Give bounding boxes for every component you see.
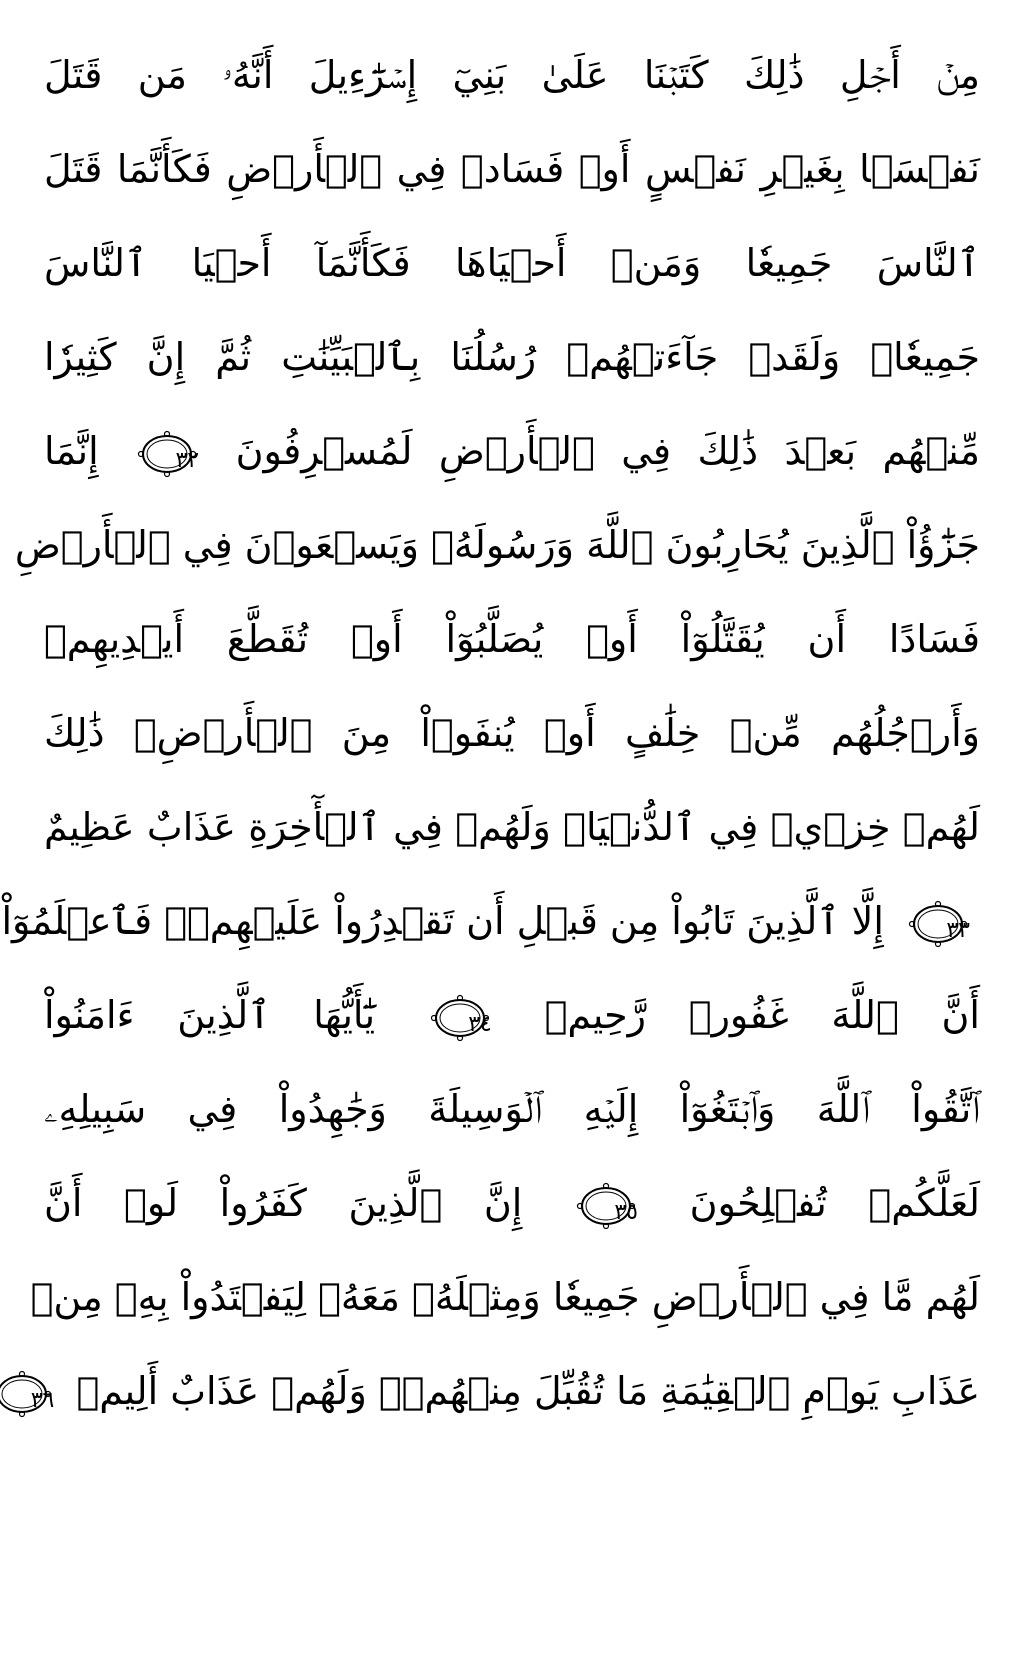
verse-text: نَفۡسَۢا بِغَيۡرِ نَفۡسٍ أَوۡ فَسَادٖ فِي ٱلۡأَرۡضِ فَكَأَنَّمَا قَتَلَ [44,147,980,191]
verse-line [44,1156,980,1250]
ayah-end-marker [135,430,199,478]
verse-text: أَنَّ ٱللَّهَ غَفُورٞ رَّحِيمٞ [544,993,980,1037]
ayah-number: ٣٢ [175,447,200,473]
verse-text: لَعَلَّكُمۡ تُفۡلِحُونَ [689,1181,980,1225]
verse-text: إِلَّا ٱلَّذِينَ تَابُواْ مِن قَبۡلِ أَن تَقۡدِرُواْ عَلَيۡهِمۡۖ فَٱعۡلَمُوٓاْ [1,899,884,943]
verse-text: عَذَابِ يَوۡمِ ٱلۡقِيَٰمَةِ مَا تُقُبِّلَ مِنۡهُمۡۖ وَلَهُمۡ عَذَابٌ أَلِيمٞ [76,1369,980,1413]
verse-line [44,310,980,404]
verse-line [44,1062,980,1156]
ayah-end-marker [906,900,970,948]
verse-line [44,122,980,216]
verse-text: إِنَّ ٱلَّذِينَ كَفَرُواْ لَوۡ أَنَّ [44,1181,523,1225]
ayah-end-marker [574,1182,638,1230]
verse-text: مِّنۡهُم بَعۡدَ ذَٰلِكَ فِي ٱلۡأَرۡضِ لَمُسۡرِفُونَ [235,429,980,473]
verse-line [44,216,980,310]
verse-line [30,1344,980,1438]
verse-text: جَزَٰٓؤُاْ ٱلَّذِينَ يُحَارِبُونَ ٱللَّهَ وَرَسُولَهُۥ وَيَسۡعَوۡنَ فِي ٱلۡأَرۡضِ [14,523,980,567]
verse-text: يَٰٓأَيُّهَا ٱلَّذِينَ ءَامَنُواْ [44,993,376,1037]
verse-line [30,1250,980,1344]
ayah-number: ٣٦ [30,1387,55,1413]
verse-line [44,28,980,122]
verse-text: لَهُمۡ خِزۡيٞ فِي ٱلدُّنۡيَاۖ وَلَهُمۡ فِي ٱلۡأٓخِرَةِ عَذَابٌ عَظِيمٌ [44,805,980,849]
verse-line [44,686,980,780]
verse-text: مِنۡ أَجۡلِ ذَٰلِكَ كَتَبۡنَا عَلَىٰ بَنِيٓ إِسۡرَٰٓءِيلَ أَنَّهُۥ مَن قَتَلَ [44,53,980,97]
verse-line [14,498,980,592]
verse-text: وَأَرۡجُلُهُم مِّنۡ خِلَٰفٍ أَوۡ يُنفَوۡاْ مِنَ ٱلۡأَرۡضِۚ ذَٰلِكَ [44,711,980,755]
verse-text: جَمِيعٗاۚ وَلَقَدۡ جَآءَتۡهُمۡ رُسُلُنَا بِٱلۡبَيِّنَٰتِ ثُمَّ إِنَّ كَثِيرٗا [44,335,980,379]
verse-line [1,874,980,968]
verse-text: ٱلنَّاسَ جَمِيعٗا وَمَنۡ أَحۡيَاهَا فَكَأَنَّمَآ أَحۡيَا ٱلنَّاسَ [44,241,980,285]
ayah-end-marker [0,1370,54,1418]
verse-text: إِنَّمَا [44,429,99,473]
verse-line [44,968,980,1062]
ayah-number: ٣٤ [468,1011,492,1037]
ayah-number: ٣٥ [614,1199,638,1225]
verse-text: فَسَادًا أَن يُقَتَّلُوٓاْ أَوۡ يُصَلَّبُوٓاْ أَوۡ تُقَطَّعَ أَيۡدِيهِمۡ [44,617,980,661]
ayah-number: ٣٣ [946,917,970,943]
verse-text: ٱتَّقُواْ ٱللَّهَ وَٱبۡتَغُوٓاْ إِلَيۡهِ ٱلۡوَسِيلَةَ وَجَٰهِدُواْ فِي سَبِيلِهِۦ [44,1087,980,1131]
verse-line [44,592,980,686]
verse-line [44,404,980,498]
verse-text: لَهُم مَّا فِي ٱلۡأَرۡضِ جَمِيعٗا وَمِثۡلَهُۥ مَعَهُۥ لِيَفۡتَدُواْ بِهِۦ مِنۡ [30,1275,980,1319]
ayah-end-marker [428,994,492,1042]
verse-line [44,780,980,874]
